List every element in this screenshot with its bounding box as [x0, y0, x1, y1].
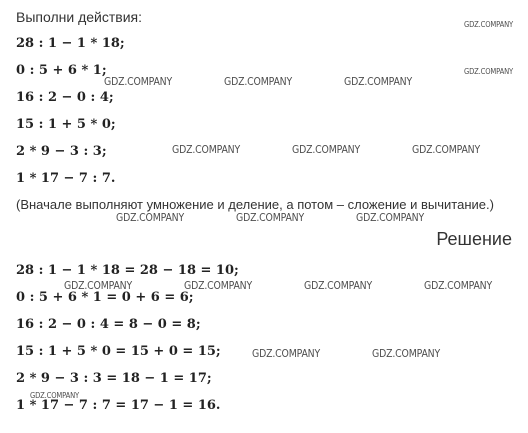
solution-line-1: 28 : 1 − 1 * 18 = 28 − 18 = 10; [16, 263, 239, 278]
watermark: GDZ.COMPANY [464, 20, 513, 29]
task-expression-3: 16 : 2 − 0 : 4; [16, 90, 114, 105]
watermark: GDZ.COMPANY [424, 279, 493, 292]
watermark: GDZ.COMPANY [104, 75, 173, 88]
task-expression-4: 15 : 1 + 5 * 0; [16, 117, 116, 132]
watermark: GDZ.COMPANY [172, 143, 241, 156]
solution-title: Решение [436, 229, 512, 249]
solution-line-6: 1 * 17 − 7 : 7 = 17 − 1 = 16. [16, 398, 221, 413]
watermark: GDZ.COMPANY [30, 391, 79, 400]
watermark: GDZ.COMPANY [224, 75, 293, 88]
task-heading: Выполни действия: [16, 9, 142, 25]
watermark: GDZ.COMPANY [344, 75, 413, 88]
solution-line-3: 16 : 2 − 0 : 4 = 8 − 0 = 8; [16, 317, 201, 332]
rule-note: (Вначале выполняют умножение и деление, а потом – сложение и вычитание.) [16, 197, 494, 212]
watermark: GDZ.COMPANY [292, 143, 361, 156]
watermark: GDZ.COMPANY [304, 279, 373, 292]
task-expression-5: 2 * 9 − 3 : 3; [16, 144, 107, 159]
task-expression-1: 28 : 1 − 1 * 18; [16, 36, 125, 51]
solution-line-2: 0 : 5 + 6 * 1 = 0 + 6 = 6; [16, 290, 194, 305]
watermark: GDZ.COMPANY [356, 211, 425, 224]
solution-line-4: 15 : 1 + 5 * 0 = 15 + 0 = 15; [16, 344, 221, 359]
task-expression-6: 1 * 17 − 7 : 7. [16, 171, 116, 186]
task-expression-2: 0 : 5 + 6 * 1; [16, 63, 107, 78]
watermark: GDZ.COMPANY [64, 279, 133, 292]
watermark: GDZ.COMPANY [116, 211, 185, 224]
watermark: GDZ.COMPANY [236, 211, 305, 224]
watermark: GDZ.COMPANY [184, 279, 253, 292]
solution-line-5: 2 * 9 − 3 : 3 = 18 − 1 = 17; [16, 371, 212, 386]
watermark: GDZ.COMPANY [412, 143, 481, 156]
watermark: GDZ.COMPANY [464, 67, 513, 76]
watermark: GDZ.COMPANY [252, 347, 321, 360]
watermark: GDZ.COMPANY [372, 347, 441, 360]
